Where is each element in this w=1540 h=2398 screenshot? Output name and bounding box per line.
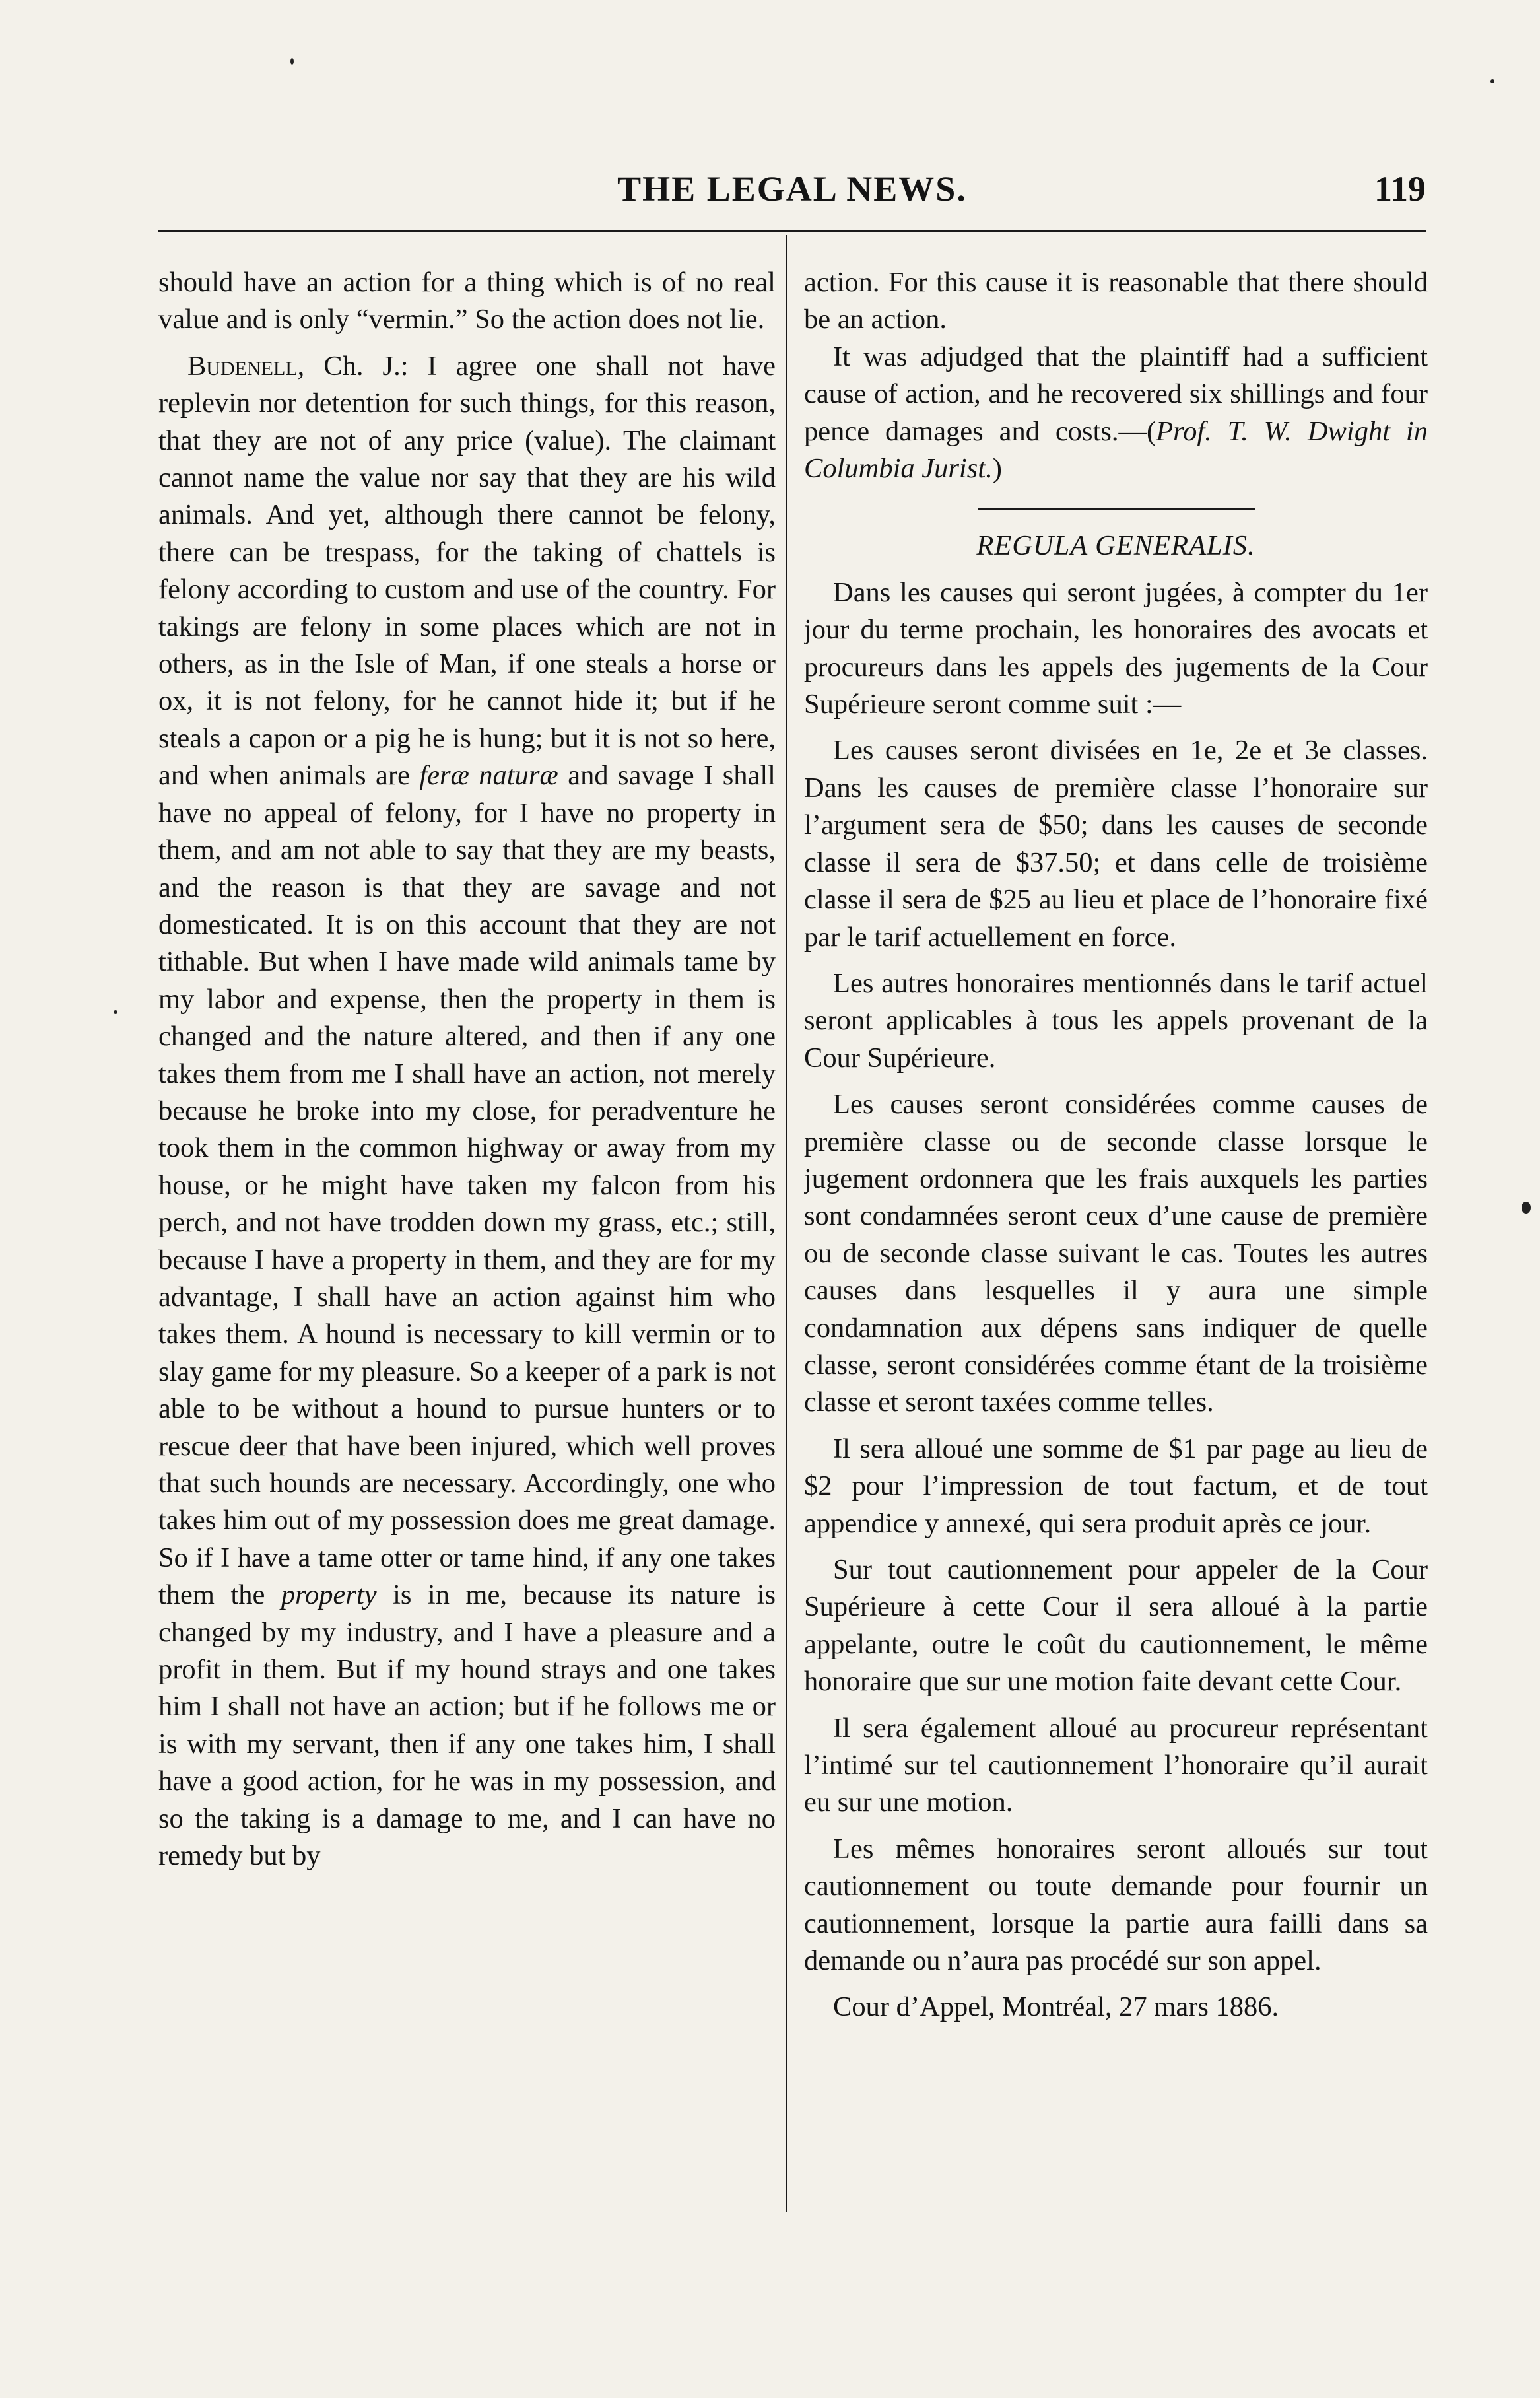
paragraph: Il sera alloué une somme de $1 par page au lieu de $2 pour l’impression de tout factum, et de tout appendice y annexé, qui sera produit après ce jour. <box>804 1433 1428 1539</box>
column-divider <box>786 235 787 2212</box>
citation: Prof. T. W. Dwight in Columbia Jurist. <box>804 415 1428 485</box>
page-header <box>158 168 1426 215</box>
section-rule <box>978 508 1255 510</box>
section-heading: REGULA GENERALIS. <box>976 530 1255 562</box>
ink-speck <box>114 1010 117 1014</box>
ink-speck <box>1490 79 1494 83</box>
paragraph: Dans les causes qui seront jugées, à compter du 1er jour du terme prochain, les honoraires des avocats et procureurs dans les appels des jugements de la Cour Supérieure seront comme suit :— <box>804 576 1428 720</box>
paragraph <box>804 339 1428 488</box>
text-run: It was adjudged that the plaintiff had a sufficient cause of action, and he recovered six shillings and four pence damages and costs.—( <box>804 341 1428 447</box>
header-rule <box>158 230 1426 232</box>
paragraph: Les mêmes honoraires seront alloués sur tout cautionnement ou toute demande pour fournir un cautionnement, lorsque la partie aura failli dans sa demande ou n’aura pas procédé sur son appel. <box>804 1833 1428 1977</box>
paragraph: Les causes seront divisées en 1e, 2e et 3e classes. Dans les causes de première classe l’honoraire sur l’argument sera de $50; dans les causes de seconde classe il sera de $37.50; et dans celle de troisième classe il sera de $25 au lieu et place de l’honoraire fixé par le tarif actuellement en force. <box>804 735 1428 953</box>
paragraph: Sur tout cautionnement pour appeler de la Cour Supérieure à cette Cour il sera alloué à la partie appelante, outre le coût du cautionnement, le même honoraire que sur une motion faite devant cette Cour. <box>804 1554 1428 1697</box>
text-run: is in me, because its nature is changed by my industry, and I have a pleasure and a profit in them. But if my hound strays and one takes him I shall not have an action; but if he follows me or is with my servant, then if any one takes him, I shall have a good action, for he was in my possession, and so the taking is a damage to me, and I can have no remedy but by <box>158 1579 776 1872</box>
ink-speck <box>290 58 294 65</box>
text-run: ) <box>992 453 1002 485</box>
page-number: 119 <box>1374 169 1426 209</box>
left-column <box>158 264 776 2218</box>
speaker-name: Budenell <box>187 350 298 382</box>
text-run: , Ch. J.: I agree one shall not have replevin nor detention for such things, for this reason, that they are not of any price (value). The claimant cannot name the value nor say that they are his wild animals. And yet, although there cannot be felony, there can be trespass, for the taking of chattels is felony according to custom and use of the country. For takings are felony in some places which are not in others, as in the Isle of Man, if one steals a horse or ox, it is not felony, for he cannot hide it; but if he steals a capon or a pig he is hung; but it is not so here, and when animals are <box>158 350 776 792</box>
journal-title: THE LEGAL NEWS. <box>617 169 967 209</box>
text-run: and savage I shall have no appeal of felony, for I have no property in them, and am not able to say that they are my beasts, and the reason is that they are savage and not domesticated. It is on this account that they are not tithable. But when I have made wild animals tame by my labor and expense, then the property in them is changed and the nature altered, and then if any one takes them from me I shall have an action, not merely because he broke into my close, for peradventure he took them in the common highway or away from my house, or he might have taken my falcon from his perch, and not have trodden down my grass, etc.; still, because I have a property in them, and they are for my advantage, I shall have an action against him who takes them. A hound is necessary to kill vermin or to slay game for my pleasure. So a keeper of a park is not able to be without a hound to pursue hunters or to rescue deer that have been injured, which well proves that such hounds are necessary. Accordingly, one who takes him out of my possession does me great damage. So if I have a tame otter or tame hind, if any one takes them the <box>158 760 776 1611</box>
paragraph: Les causes seront considérées comme causes de première classe ou de seconde classe lorsque le jugement ordonnera que les frais auxquels les parties sont condamnées seront ceux d’une cause de première ou de seconde classe suivant le cas. Toutes les autres causes dans lesquelles il y aura une simple condamnation aux dépens sans indiquer de quelle classe, seront considérées comme étant de la troisième classe et seront taxées comme telles. <box>804 1089 1428 1418</box>
paragraph: Les autres honoraires mentionnés dans le tarif actuel seront applicables à tous les appels provenant de la Cour Supérieure. <box>804 967 1428 1074</box>
paragraph-budenell <box>158 348 776 1875</box>
paragraph: Il sera également alloué au procureur représentant l’intimé sur tel cautionnement l’honoraire qu’il aurait eu sur une motion. <box>804 1712 1428 1818</box>
signature-line: Cour d’Appel, Montréal, 27 mars 1886. <box>833 1991 1279 2023</box>
italic-term: property <box>281 1579 377 1611</box>
paragraph: should have an action for a thing which is of no real value and is only “vermin.” So the action does not lie. <box>158 267 776 335</box>
italic-term: feræ naturæ <box>419 760 558 792</box>
ink-speck <box>1522 1202 1531 1214</box>
right-column <box>804 264 1428 2218</box>
paragraph: action. For this cause it is reasonable that there should be an action. <box>804 267 1428 335</box>
